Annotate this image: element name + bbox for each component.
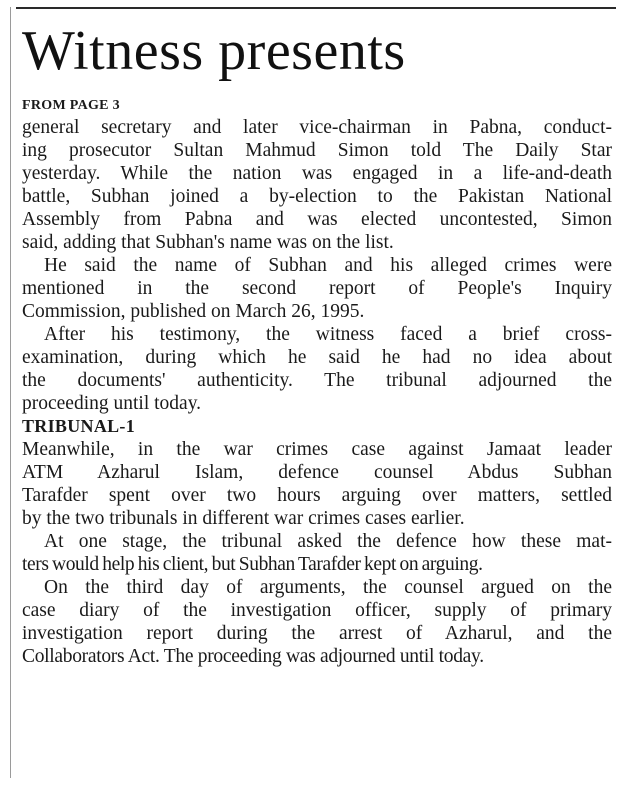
line: ing prosecutor Sultan Mahmud Simon told The Daily Star [22, 140, 612, 161]
paragraph [22, 576, 612, 668]
subhead-tribunal: TRIBUNAL-1 [22, 416, 136, 436]
line: Tarafder spent over two hours arguing over matters, settled [22, 485, 612, 506]
paragraph [22, 323, 612, 415]
line: the documents' authenticity. The tribunal adjourned the [22, 370, 612, 391]
column-rule [10, 7, 11, 778]
line: examination, during which he said he had no idea about [22, 347, 612, 368]
paragraph [22, 438, 612, 530]
line: by the two tribunals in different war crimes cases earlier. [22, 508, 465, 529]
headline: Witness presents [22, 20, 406, 82]
line: ATM Azharul Islam, defence counsel Abdus Subhan [22, 462, 612, 483]
line: ters would help his client, but Subhan Tarafder kept on arguing. [22, 554, 483, 575]
line: He said the name of Subhan and his alleged crimes were [44, 255, 612, 276]
top-rule [16, 7, 616, 9]
line: Assembly from Pabna and was elected uncontested, Simon [22, 209, 612, 230]
line: After his testimony, the witness faced a brief cross- [44, 324, 612, 345]
line: case diary of the investigation officer, supply of primary [22, 600, 612, 621]
paragraph [22, 254, 612, 323]
line: Meanwhile, in the war crimes case against Jamaat leader [22, 439, 612, 460]
kicker-from-page: FROM PAGE 3 [22, 98, 120, 113]
line: At one stage, the tribunal asked the defence how these mat- [44, 531, 612, 552]
line: Collaborators Act. The proceeding was adjourned until today. [22, 646, 484, 667]
paragraph [22, 116, 612, 254]
line: Commission, published on March 26, 1995. [22, 301, 365, 322]
line: On the third day of arguments, the counsel argued on the [44, 577, 612, 598]
line: yesterday. While the nation was engaged in a life-and-death [22, 163, 612, 184]
line: said, adding that Subhan's name was on the list. [22, 232, 394, 253]
line: general secretary and later vice-chairman in Pabna, conduct- [22, 117, 612, 138]
line: mentioned in the second report of People's Inquiry [22, 278, 612, 299]
line: investigation report during the arrest of Azharul, and the [22, 623, 612, 644]
paragraph [22, 530, 612, 576]
article-body [22, 96, 612, 668]
line: proceeding until today. [22, 393, 202, 414]
line: battle, Subhan joined a by-election to the Pakistan National [22, 186, 612, 207]
